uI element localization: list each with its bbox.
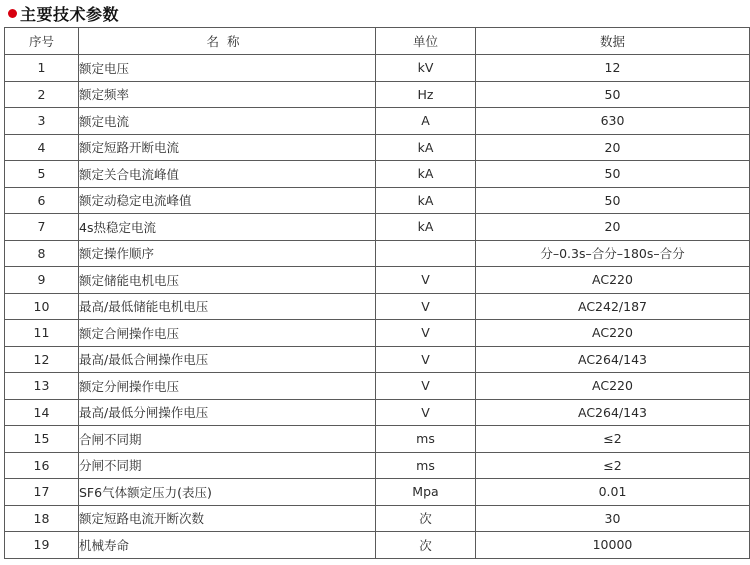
table-row	[5, 240, 750, 267]
table-row	[5, 134, 750, 161]
row-name-cell: 额定电压	[79, 55, 376, 82]
row-value-cell: AC264/143	[476, 346, 750, 373]
row-unit-cell: Mpa	[376, 479, 476, 506]
row-name-cell: 额定频率	[79, 81, 376, 108]
row-index-cell: 19	[5, 532, 79, 559]
row-value-cell: 30	[476, 505, 750, 532]
table-row	[5, 267, 750, 294]
table-header-row	[5, 28, 750, 55]
row-unit-cell: ms	[376, 452, 476, 479]
row-name-cell: 机械寿命	[79, 532, 376, 559]
row-value-cell: AC220	[476, 320, 750, 347]
row-index-cell: 17	[5, 479, 79, 506]
row-unit-cell: V	[376, 346, 476, 373]
row-index-cell: 4	[5, 134, 79, 161]
row-unit-cell: kV	[376, 55, 476, 82]
header-value: 数据	[476, 28, 750, 55]
row-unit-cell: kA	[376, 187, 476, 214]
row-value-cell: 0.01	[476, 479, 750, 506]
table-row	[5, 55, 750, 82]
row-unit-cell	[376, 240, 476, 267]
row-name-cell: 分闸不同期	[79, 452, 376, 479]
row-value-cell: 分–0.3s–合分–180s–合分	[476, 240, 750, 267]
row-unit-cell: V	[376, 373, 476, 400]
row-value-cell: 10000	[476, 532, 750, 559]
row-unit-cell: kA	[376, 134, 476, 161]
header-index: 序号	[5, 28, 79, 55]
row-name-cell: 额定关合电流峰值	[79, 161, 376, 188]
row-name-cell: 额定电流	[79, 108, 376, 135]
row-index-cell: 15	[5, 426, 79, 453]
bullet-dot-icon	[8, 9, 17, 18]
table-row	[5, 399, 750, 426]
table-row	[5, 81, 750, 108]
row-index-cell: 2	[5, 81, 79, 108]
row-index-cell: 9	[5, 267, 79, 294]
table-row	[5, 346, 750, 373]
row-value-cell: 12	[476, 55, 750, 82]
technical-parameters-table	[4, 27, 750, 559]
table-row	[5, 108, 750, 135]
header-unit: 单位	[376, 28, 476, 55]
row-name-cell: 额定动稳定电流峰值	[79, 187, 376, 214]
table-row	[5, 426, 750, 453]
row-name-cell: 最高/最低分闸操作电压	[79, 399, 376, 426]
row-name-cell: SF6气体额定压力(表压)	[79, 479, 376, 506]
row-index-cell: 1	[5, 55, 79, 82]
row-index-cell: 12	[5, 346, 79, 373]
row-name-cell: 最高/最低储能电机电压	[79, 293, 376, 320]
section-title: 主要技术参数	[20, 4, 120, 24]
row-unit-cell: Hz	[376, 81, 476, 108]
row-index-cell: 7	[5, 214, 79, 241]
row-value-cell: AC220	[476, 373, 750, 400]
row-unit-cell: 次	[376, 505, 476, 532]
table-row	[5, 214, 750, 241]
row-value-cell: AC242/187	[476, 293, 750, 320]
row-unit-cell: 次	[376, 532, 476, 559]
row-name-cell: 额定合闸操作电压	[79, 320, 376, 347]
row-name-cell: 4s热稳定电流	[79, 214, 376, 241]
table-row	[5, 187, 750, 214]
table-row	[5, 452, 750, 479]
row-index-cell: 3	[5, 108, 79, 135]
table-row	[5, 293, 750, 320]
row-value-cell: 20	[476, 214, 750, 241]
table-row	[5, 505, 750, 532]
row-index-cell: 13	[5, 373, 79, 400]
table-row	[5, 320, 750, 347]
table-row	[5, 161, 750, 188]
table-row	[5, 373, 750, 400]
row-unit-cell: V	[376, 267, 476, 294]
row-name-cell: 额定操作顺序	[79, 240, 376, 267]
row-value-cell: 20	[476, 134, 750, 161]
row-index-cell: 14	[5, 399, 79, 426]
row-index-cell: 11	[5, 320, 79, 347]
row-value-cell: ≤2	[476, 452, 750, 479]
table-body	[5, 55, 750, 559]
row-index-cell: 5	[5, 161, 79, 188]
row-name-cell: 额定分闸操作电压	[79, 373, 376, 400]
row-name-cell: 合闸不同期	[79, 426, 376, 453]
row-unit-cell: kA	[376, 161, 476, 188]
row-unit-cell: V	[376, 320, 476, 347]
row-unit-cell: V	[376, 399, 476, 426]
row-name-cell: 额定短路电流开断次数	[79, 505, 376, 532]
row-value-cell: AC264/143	[476, 399, 750, 426]
row-index-cell: 18	[5, 505, 79, 532]
section-heading	[8, 0, 119, 26]
row-name-cell: 额定短路开断电流	[79, 134, 376, 161]
table-row	[5, 479, 750, 506]
row-value-cell: 50	[476, 81, 750, 108]
row-value-cell: AC220	[476, 267, 750, 294]
row-index-cell: 8	[5, 240, 79, 267]
row-name-cell: 额定储能电机电压	[79, 267, 376, 294]
row-unit-cell: A	[376, 108, 476, 135]
row-index-cell: 10	[5, 293, 79, 320]
row-value-cell: 630	[476, 108, 750, 135]
row-index-cell: 16	[5, 452, 79, 479]
row-unit-cell: ms	[376, 426, 476, 453]
row-value-cell: ≤2	[476, 426, 750, 453]
table-row	[5, 532, 750, 559]
row-unit-cell: V	[376, 293, 476, 320]
row-name-cell: 最高/最低合闸操作电压	[79, 346, 376, 373]
header-name: 名称	[79, 28, 376, 55]
row-value-cell: 50	[476, 187, 750, 214]
row-index-cell: 6	[5, 187, 79, 214]
row-value-cell: 50	[476, 161, 750, 188]
row-unit-cell: kA	[376, 214, 476, 241]
